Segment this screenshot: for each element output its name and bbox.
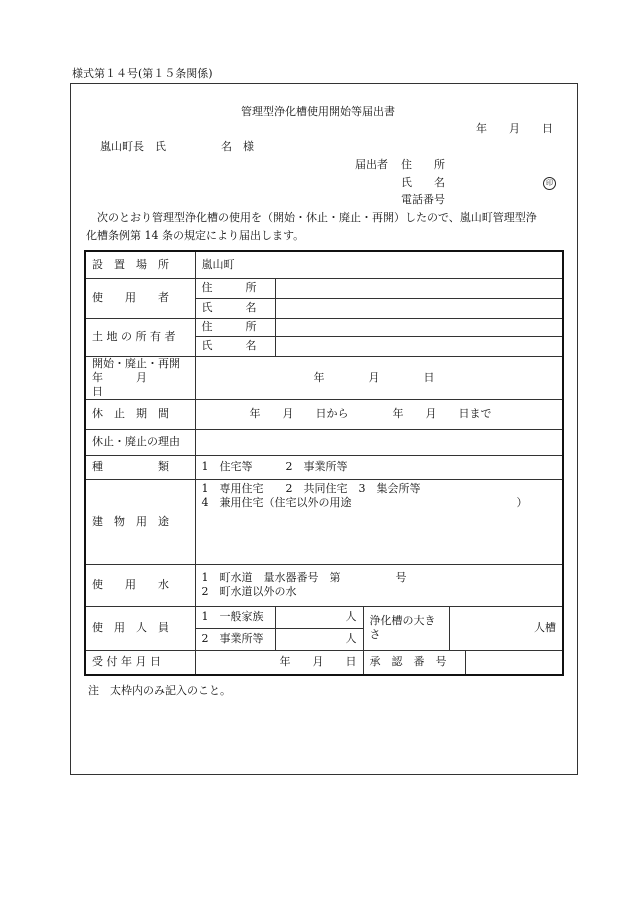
application-table	[84, 250, 564, 676]
reason-field[interactable]	[195, 429, 563, 455]
row-persons-family	[85, 606, 563, 628]
applicant-phone-label: 電話番号	[401, 193, 445, 206]
row-reason	[85, 429, 563, 455]
location-label: 設 置 場 所	[85, 251, 195, 278]
owner-address-field[interactable]	[275, 318, 563, 336]
row-user-address	[85, 278, 563, 298]
location-value[interactable]: 嵐山町	[195, 251, 563, 278]
applicant-label: 届出者	[355, 158, 388, 171]
persons-office-count[interactable]: 人	[275, 628, 363, 650]
addressee: 嵐山町長 氏 名 様	[100, 140, 254, 153]
row-owner-address	[85, 318, 563, 336]
applicant-address-label: 住 所	[401, 158, 445, 171]
building-field[interactable]	[195, 479, 563, 564]
user-address-field[interactable]	[275, 278, 563, 298]
user-label: 使 用 者	[85, 278, 195, 318]
start-date-label	[85, 356, 195, 399]
owner-label: 土 地 の 所 有 者	[85, 318, 195, 356]
row-received	[85, 650, 563, 675]
row-suspend-period	[85, 399, 563, 429]
suspend-field[interactable]: 年 月 日から 年 月 日まで	[195, 399, 563, 429]
user-address-label: 住 所	[195, 278, 275, 298]
row-start-date	[85, 356, 563, 399]
building-label: 建 物 用 途	[85, 479, 195, 564]
applicant-name-label: 氏 名	[401, 176, 445, 189]
start-date-label-line1: 開始・廃止・再開	[92, 356, 180, 370]
user-name-field[interactable]	[275, 298, 563, 318]
reason-label: 休止・廃止の理由	[85, 429, 195, 455]
start-date-field[interactable]: 年 月 日	[195, 356, 563, 399]
persons-label: 使 用 人 員	[85, 606, 195, 650]
body-text-line1: 次のとおり管理型浄化槽の使用を（開始・休止・廃止・再開）したので、嵐山町管理型浄	[97, 211, 537, 224]
tank-size-field[interactable]: 人槽	[449, 606, 563, 650]
received-field[interactable]: 年 月 日	[195, 650, 363, 675]
building-line2: 4 兼用住宅（住宅以外の用途 ）	[201, 495, 528, 509]
suspend-label: 休 止 期 間	[85, 399, 195, 429]
user-name-label: 氏 名	[195, 298, 275, 318]
row-water	[85, 564, 563, 606]
seal-icon: 印	[543, 177, 556, 190]
persons-family-label: 1 一般家族	[195, 606, 275, 628]
received-label: 受 付 年 月 日	[85, 650, 195, 675]
row-location	[85, 251, 563, 278]
water-line1: 1 町水道 量水器番号 第 号	[201, 571, 407, 584]
owner-name-field[interactable]	[275, 336, 563, 356]
tank-size-label: 浄化槽の大きさ	[363, 606, 449, 650]
note: 注 太枠内のみ記入のこと。	[88, 684, 231, 697]
building-line1: 1 専用住宅 2 共同住宅 3 集会所等	[201, 481, 421, 495]
water-label: 使 用 水	[85, 564, 195, 606]
row-type	[85, 455, 563, 479]
persons-family-count[interactable]: 人	[275, 606, 363, 628]
date-line: 年 月 日	[476, 122, 553, 135]
owner-address-label: 住 所	[195, 318, 275, 336]
water-line2: 2 町水道以外の水	[201, 585, 297, 598]
persons-office-label: 2 事業所等	[195, 628, 275, 650]
approval-field[interactable]	[465, 650, 563, 675]
approval-label: 承 認 番 号	[363, 650, 465, 675]
start-date-label-line2: 年 月 日	[92, 370, 180, 398]
type-field[interactable]: 1 住宅等 2 事業所等	[195, 455, 563, 479]
water-field[interactable]	[195, 564, 563, 606]
body-text-line2: 化槽条例第 14 条の規定により届出します。	[86, 229, 305, 242]
form-number: 様式第１４号(第１５条関係)	[72, 67, 213, 80]
owner-name-label: 氏 名	[195, 336, 275, 356]
type-label: 種 類	[85, 455, 195, 479]
row-building-use	[85, 479, 563, 564]
form-title: 管理型浄化槽使用開始等届出書	[241, 105, 395, 118]
